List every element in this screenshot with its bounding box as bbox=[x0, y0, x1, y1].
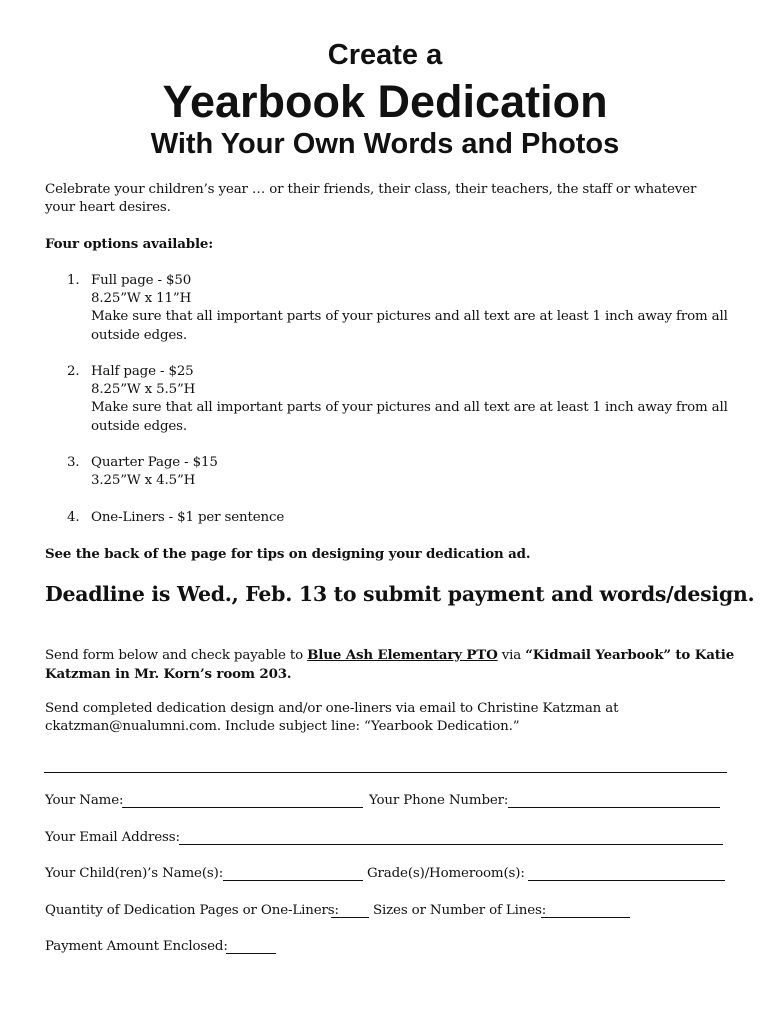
option-number: 3. bbox=[67, 455, 80, 470]
form-row-quantity-sizes bbox=[45, 902, 735, 922]
quantity-field[interactable] bbox=[331, 917, 369, 918]
form-row-child-grade bbox=[45, 865, 735, 885]
payment-label: Payment Amount Enclosed: bbox=[45, 939, 228, 954]
form-row-email bbox=[45, 829, 735, 849]
option-title: Quarter Page - $15 bbox=[91, 455, 218, 470]
option-note: Make sure that all important parts of your pictures and all text are at least 1 inch away from all outside edges. bbox=[91, 400, 728, 434]
phone-label: Your Phone Number: bbox=[369, 793, 509, 808]
option-note: Make sure that all important parts of your pictures and all text are at least 1 inch away from all outside edges. bbox=[91, 309, 728, 343]
form-divider bbox=[44, 772, 727, 773]
heading-create: Create a bbox=[327, 39, 443, 71]
page-title: Yearbook Dedication bbox=[162, 76, 608, 127]
intro-paragraph: Celebrate your children’s year … or their friends, their class, their teachers, the staff or whatever your heart desires. bbox=[45, 182, 697, 216]
option-number: 2. bbox=[67, 364, 80, 379]
option-title: Full page - $50 bbox=[91, 273, 192, 288]
send-design-instructions: Send completed dedication design and/or one-liners via email to Christine Katzman at ckatzman@nualumni.com. Include subject line: “Yearbook Dedication.” bbox=[45, 701, 619, 735]
sizes-field[interactable] bbox=[541, 917, 630, 918]
option-item-quarter-page bbox=[45, 454, 725, 492]
option-number: 4. bbox=[67, 510, 80, 525]
option-item-full-page bbox=[45, 272, 728, 346]
send-form-recipient: “Kidmail Yearbook” to Katie Katzman in Mr. Korn’s room 203. bbox=[45, 647, 735, 683]
grade-label: Grade(s)/Homeroom(s): bbox=[367, 866, 525, 881]
email-label: Your Email Address: bbox=[45, 830, 180, 845]
deadline-heading: Deadline is Wed., Feb. 13 to submit payment and words/design. bbox=[45, 582, 755, 606]
phone-field[interactable] bbox=[508, 807, 720, 808]
form-row-name-phone bbox=[45, 792, 735, 812]
child-name-field[interactable] bbox=[223, 880, 363, 881]
option-title: One-Liners - $1 per sentence bbox=[91, 510, 285, 525]
options-heading: Four options available: bbox=[45, 236, 214, 252]
option-size: 8.25”W x 11”H bbox=[91, 291, 192, 307]
email-field[interactable] bbox=[179, 844, 723, 845]
option-item-one-liners bbox=[45, 509, 725, 529]
your-name-field[interactable] bbox=[122, 807, 363, 808]
send-form-instructions bbox=[45, 646, 735, 684]
grade-field[interactable] bbox=[528, 880, 725, 881]
form-row-payment bbox=[45, 938, 735, 958]
sizes-label: Sizes or Number of Lines: bbox=[373, 903, 547, 918]
heading-subtitle: With Your Own Words and Photos bbox=[150, 128, 620, 160]
option-size: 8.25”W x 5.5”H bbox=[91, 382, 196, 398]
option-number: 1. bbox=[67, 273, 80, 288]
child-name-label: Your Child(ren)’s Name(s): bbox=[45, 866, 224, 881]
your-name-label: Your Name: bbox=[45, 793, 124, 808]
payee-name: Blue Ash Elementary PTO bbox=[307, 647, 498, 663]
option-item-half-page bbox=[45, 363, 728, 437]
send-form-via: via bbox=[497, 648, 526, 663]
payment-field[interactable] bbox=[226, 953, 276, 954]
option-size: 3.25”W x 4.5”H bbox=[91, 473, 196, 489]
option-title: Half page - $25 bbox=[91, 364, 194, 379]
quantity-label: Quantity of Dedication Pages or One-Liners: bbox=[45, 903, 339, 918]
send-form-prefix: Send form below and check payable to bbox=[45, 648, 308, 663]
tips-note: See the back of the page for tips on designing your dedication ad. bbox=[45, 546, 531, 562]
